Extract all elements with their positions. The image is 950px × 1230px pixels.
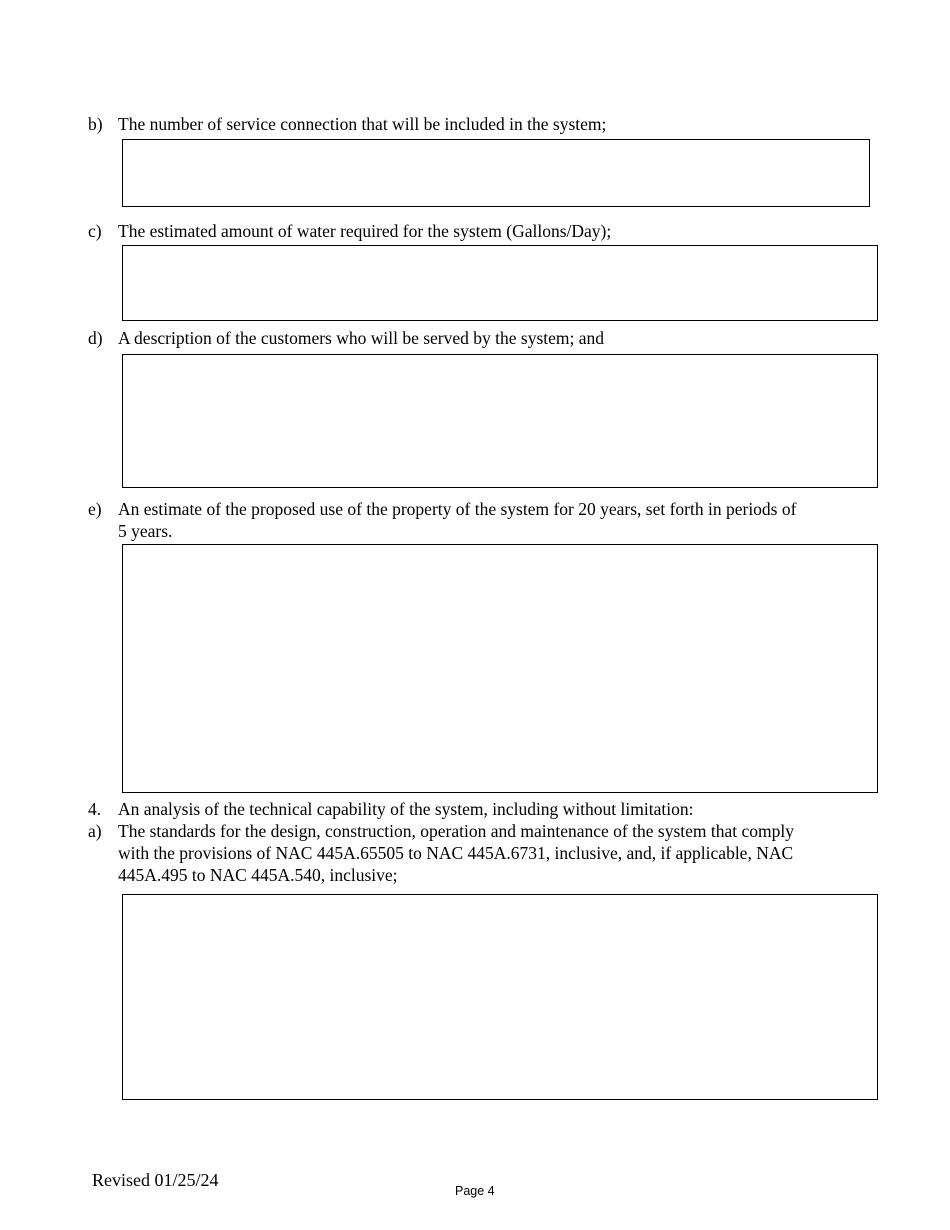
item-a-marker: a) bbox=[88, 821, 102, 841]
customer-description-field[interactable] bbox=[122, 354, 878, 488]
item-b-text: The number of service connection that will be included in the system; bbox=[118, 114, 607, 134]
page-number: Page 4 bbox=[455, 1184, 495, 1198]
section-4-heading bbox=[88, 798, 808, 820]
item-e-text: An estimate of the proposed use of the property of the system for 20 years, set forth in periods of 5 years. bbox=[118, 499, 797, 541]
item-d-text: A description of the customers who will be served by the system; and bbox=[118, 328, 605, 348]
item-b-marker: b) bbox=[88, 114, 103, 134]
design-standards-field[interactable] bbox=[122, 894, 878, 1100]
section-4-text: An analysis of the technical capability of the system, including without limitation: bbox=[118, 799, 694, 819]
item-e-marker: e) bbox=[88, 499, 102, 519]
proposed-use-estimate-field[interactable] bbox=[122, 544, 878, 793]
item-c-marker: c) bbox=[88, 221, 102, 241]
section-4-marker: 4. bbox=[88, 799, 102, 819]
item-c-text: The estimated amount of water required for the system (Gallons/Day); bbox=[118, 221, 612, 241]
item-d bbox=[88, 327, 808, 349]
item-a-text: The standards for the design, construction, operation and maintenance of the system that comply with the provisions of NAC 445A.65505 to NAC 445A.6731, inclusive, and, if applicable, NAC 445A.495 to NAC 445A.540, inclusive; bbox=[118, 821, 794, 885]
revised-date: Revised 01/25/24 bbox=[92, 1170, 219, 1190]
item-b bbox=[88, 113, 808, 135]
item-a bbox=[88, 820, 808, 886]
water-amount-field[interactable] bbox=[122, 245, 878, 321]
item-c bbox=[88, 220, 808, 242]
item-e bbox=[88, 498, 808, 542]
service-connections-field[interactable] bbox=[122, 139, 870, 207]
item-d-marker: d) bbox=[88, 328, 103, 348]
